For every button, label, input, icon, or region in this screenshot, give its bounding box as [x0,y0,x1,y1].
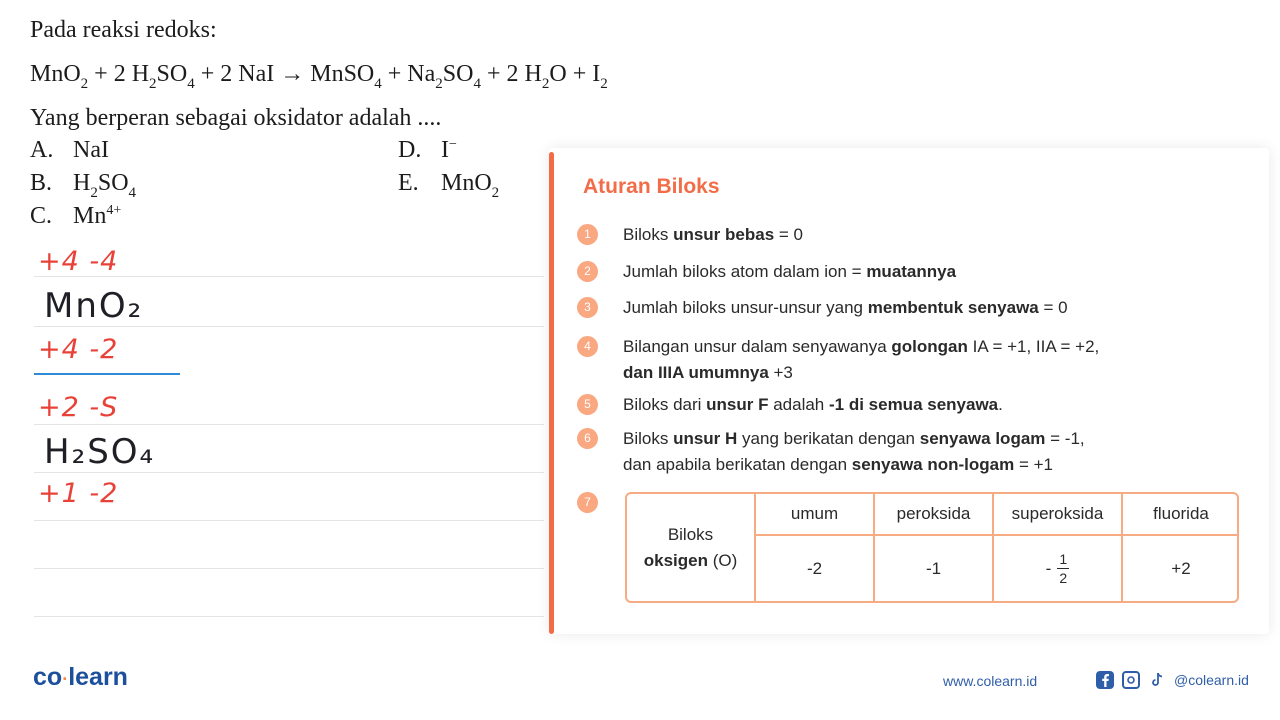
oxygen-oxidation-table [625,492,1239,603]
ruled-line [34,568,544,569]
option-e[interactable]: E. MnO$_2$ [398,170,500,201]
table-header-cell: superoksida [1011,504,1104,523]
rule-number-badge: 6 [577,428,598,449]
rule-number-badge: 1 [577,224,598,245]
website-link[interactable]: www.colearn.id [943,673,1038,689]
ruled-line [34,616,544,617]
handwritten-oxidation-numbers: +4 -2 [38,334,119,365]
ruled-line [34,326,544,327]
panel-title: Aturan Biloks [583,175,720,198]
oxidation-rules-panel: Aturan Biloks 1 Biloks unsur bebas = 0 2 Jumlah biloks atom dalam ion = muatannya 3 Jumlah biloks unsur-unsur yang membentuk senyawa = 0 4 Bilangan unsur dalam senyawanya golongan IA = +1, IIA = +2, dan IIIA umumnya +3 5 Biloks dari unsur F adalah -1 di semua senyawa. 6 Biloks unsur H yang berikatan dengan senyawa logam = -1, dan apabila berikatan dengan senyawa non-logam = +1 7 Biloks oksigen (O) umum peroksida superoksida fluorida -2 -1 - $\frac{1}{2}$ +2 [549,148,1269,634]
table-value-cell: -2 [806,558,823,578]
handwritten-oxidation-numbers: +4 -4 [38,246,119,277]
instagram-icon[interactable] [1122,671,1140,689]
rule-number-badge: 7 [577,492,598,513]
social-handle[interactable]: @colearn.id [1174,672,1249,688]
ruled-line [34,520,544,521]
table-header-cell: fluorida [1153,504,1209,523]
question-asks: Yang berperan sebagai oksidator adalah .... [30,105,442,131]
fraction-half: $\frac{1}{2}$ [1057,551,1069,586]
option-b[interactable]: B. $H_2SO_4$ [30,170,137,201]
option-c[interactable]: C. $Mn^{4+}$ [30,203,122,229]
rule-number-badge: 2 [577,261,598,282]
facebook-icon[interactable] [1096,671,1114,689]
handwritten-oxidation-numbers: +2 -S [38,392,119,423]
rule-number-badge: 5 [577,394,598,415]
handwritten-formula-h2so4: H₂SO₄ [44,432,156,472]
ruled-line [34,424,544,425]
table-value-cell: - $\frac{1}{2}$ [994,536,1121,601]
handwritten-formula-mno2: MnO₂ [44,286,144,326]
question-prompt: Pada reaksi redoks: [30,17,217,43]
table-value-cell: -1 [925,558,942,578]
redox-equation: MnO$_2$ + 2 $H_2SO_4 + 2$ NaI → MnSO$_4$ + $Na_2SO_4 + 2$ $H_2O + I_2$ [30,61,608,92]
social-links [1096,670,1249,690]
panel-accent-bar [549,152,554,634]
underline-stroke [34,373,180,375]
option-d[interactable]: D. I− [398,137,457,163]
table-row-label: Biloks oksigen (O) [643,524,738,570]
option-a[interactable]: A. NaI [30,137,109,163]
tiktok-icon[interactable] [1148,671,1166,689]
ruled-line [34,472,544,473]
table-header-cell: peroksida [896,504,971,523]
table-header-cell: umum [790,504,839,523]
rule-number-badge: 4 [577,336,598,357]
rule-number-badge: 3 [577,297,598,318]
table-value-cell: +2 [1171,558,1191,578]
handwritten-oxidation-numbers: +1 -2 [38,478,119,509]
colearn-logo[interactable]: co·learn [33,663,128,691]
